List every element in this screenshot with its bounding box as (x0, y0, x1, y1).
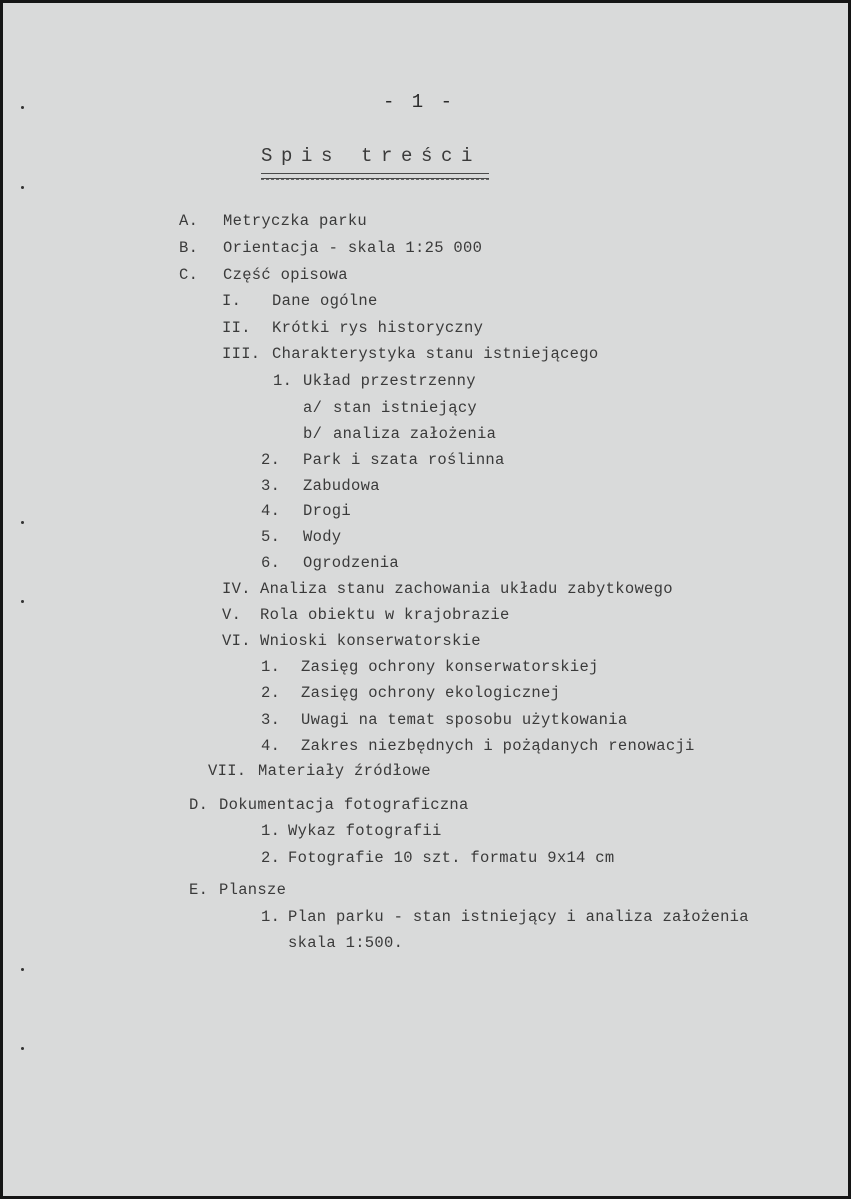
toc-number: VII. (208, 762, 247, 780)
speck (21, 600, 24, 603)
toc-number: 3. (261, 711, 281, 729)
toc-text: Krótki rys historyczny (272, 319, 484, 337)
toc-entry-c-vi-4 (261, 736, 695, 756)
toc-number: I. (222, 292, 242, 310)
toc-text: Zasięg ochrony konserwatorskiej (301, 658, 599, 676)
toc-entry-c-iii-2 (261, 450, 505, 470)
toc-entry-c-vi-2 (261, 683, 560, 703)
toc-text: Analiza stanu zachowania układu zabytkowego (260, 580, 673, 598)
toc-number: 6. (261, 554, 281, 572)
toc-text: Zasięg ochrony ekologicznej (301, 684, 561, 702)
toc-entry-c-iii-4 (261, 501, 351, 521)
toc-entry-c-i (222, 291, 378, 311)
toc-number: D. (189, 796, 209, 814)
toc-entry-c-vi-1 (261, 657, 599, 677)
toc-entry-a (179, 211, 367, 231)
toc-number: C. (179, 266, 199, 284)
toc-text: Orientacja - skala 1:25 000 (223, 239, 483, 257)
toc-entry-e-1 (261, 907, 749, 927)
toc-text: Zakres niezbędnych i pożądanych renowacji (301, 737, 695, 755)
speck (21, 521, 24, 524)
toc-text: Fotografie 10 szt. formatu 9x14 cm (288, 849, 615, 867)
toc-text: Uwagi na temat sposobu użytkowania (301, 711, 628, 729)
toc-entry-e-1-scale (288, 933, 403, 953)
toc-number: E. (189, 881, 209, 899)
toc-text: Wnioski konserwatorskie (260, 632, 481, 650)
toc-text: Zabudowa (303, 477, 380, 495)
toc-number: 1. (261, 658, 281, 676)
toc-text: Ogrodzenia (303, 554, 400, 572)
toc-number: 4. (261, 502, 281, 520)
toc-text: Układ przestrzenny (303, 372, 476, 390)
toc-text: Metryczka parku (223, 212, 368, 230)
toc-text: Park i szata roślinna (303, 451, 505, 469)
toc-entry-c (179, 265, 348, 285)
title-underline (261, 173, 489, 179)
toc-number: B. (179, 239, 199, 257)
toc-text: Dokumentacja fotograficzna (219, 796, 469, 814)
toc-number: 1. (261, 822, 281, 840)
toc-number: b/ (303, 425, 323, 443)
toc-text: skala 1:500. (288, 934, 404, 952)
toc-entry-c-iii (222, 344, 598, 364)
toc-text: Drogi (303, 502, 352, 520)
toc-number: VI. (222, 632, 251, 650)
toc-text: Rola obiektu w krajobrazie (260, 606, 510, 624)
toc-number: 2. (261, 849, 281, 867)
toc-entry-e (189, 880, 286, 900)
toc-number: A. (179, 212, 199, 230)
toc-entry-c-iii-1-b (303, 424, 496, 444)
toc-entry-c-vi-3 (261, 710, 627, 730)
toc-text: Wykaz fotografii (288, 822, 442, 840)
speck (21, 1047, 24, 1050)
toc-number: 4. (261, 737, 281, 755)
toc-number: 3. (261, 477, 281, 495)
toc-entry-b (179, 238, 482, 258)
page-title: Spis treści (261, 145, 482, 167)
toc-text: Dane ogólne (272, 292, 378, 310)
toc-text: analiza założenia (333, 425, 497, 443)
toc-entry-c-iii-3 (261, 476, 380, 496)
toc-entry-c-v (222, 605, 510, 625)
toc-entry-c-iii-1 (273, 371, 476, 391)
toc-number: 1. (261, 908, 281, 926)
toc-entry-c-ii (222, 318, 483, 338)
toc-entry-c-iv (222, 579, 673, 599)
toc-text: Plan parku - stan istniejący i analiza założenia (288, 908, 749, 926)
toc-entry-c-iii-6 (261, 553, 399, 573)
toc-text: stan istniejący (333, 399, 478, 417)
toc-number: IV. (222, 580, 251, 598)
toc-number: 1. (273, 372, 293, 390)
toc-number: V. (222, 606, 242, 624)
toc-number: a/ (303, 399, 323, 417)
toc-entry-c-vii (208, 761, 431, 781)
toc-text: Wody (303, 528, 342, 546)
toc-text: Plansze (219, 881, 287, 899)
toc-entry-d (189, 795, 469, 815)
page-number: - 1 - (383, 91, 456, 113)
toc-text: Część opisowa (223, 266, 348, 284)
toc-number: 2. (261, 684, 281, 702)
toc-entry-c-iii-5 (261, 527, 341, 547)
speck (21, 106, 24, 109)
toc-entry-d-2 (261, 848, 614, 868)
toc-number: 2. (261, 451, 281, 469)
toc-number: 5. (261, 528, 281, 546)
toc-text: Charakterystyka stanu istniejącego (272, 345, 599, 363)
toc-entry-c-vi (222, 631, 481, 651)
speck (21, 186, 24, 189)
toc-entry-c-iii-1-a (303, 398, 477, 418)
toc-number: II. (222, 319, 251, 337)
speck (21, 968, 24, 971)
toc-number: III. (222, 345, 261, 363)
toc-text: Materiały źródłowe (258, 762, 431, 780)
toc-entry-d-1 (261, 821, 442, 841)
